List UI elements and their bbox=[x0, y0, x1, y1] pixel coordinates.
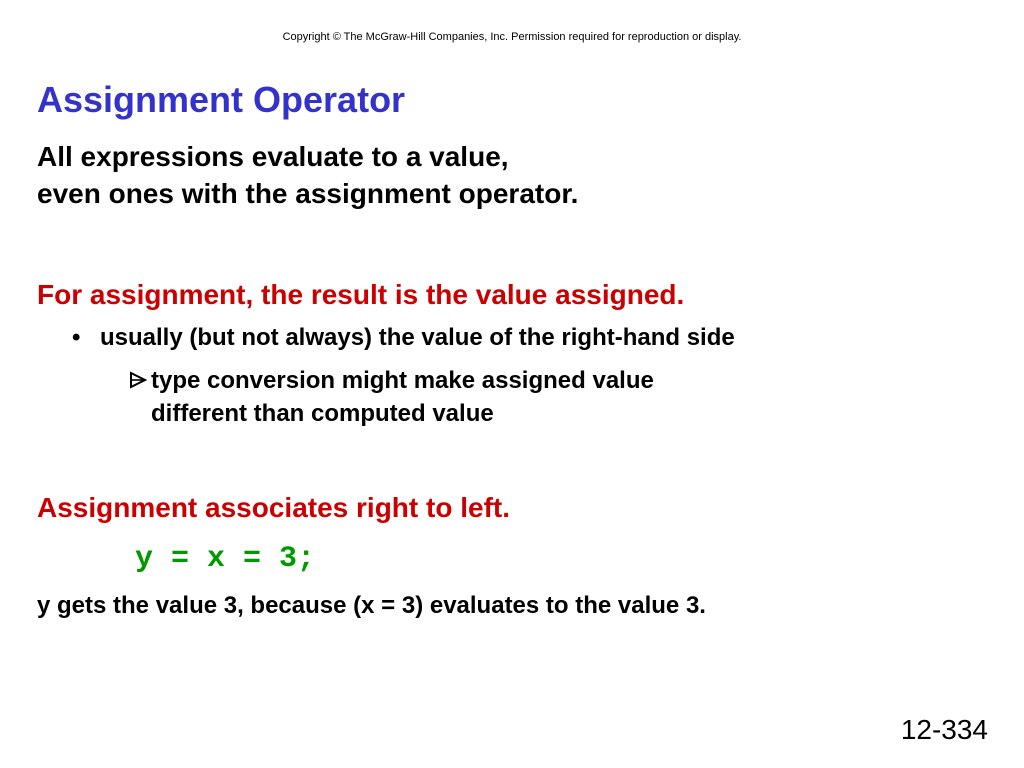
copyright-notice: Copyright © The McGraw-Hill Companies, Inc. Permission required for reproduction or display. bbox=[282, 31, 742, 43]
sub-bullet-item bbox=[129, 364, 654, 430]
bullet-text: usually (but not always) the value of the right-hand side bbox=[100, 324, 735, 351]
code-example: y = x = 3; bbox=[135, 542, 316, 576]
slide-number: 12-334 bbox=[900, 714, 988, 745]
sub-bullet-line-1: type conversion might make assigned value bbox=[151, 367, 654, 394]
intro-line-2: even ones with the assignment operator. bbox=[37, 178, 579, 209]
slide-title: Assignment Operator bbox=[37, 79, 406, 120]
bullet-item bbox=[72, 322, 735, 354]
associativity-heading: Assignment associates right to left. bbox=[37, 492, 510, 523]
sub-bullet-line-2: different than computed value bbox=[151, 400, 494, 427]
bullet-dot-icon: • bbox=[72, 324, 81, 351]
arrow-right-icon bbox=[129, 371, 147, 389]
result-heading: For assignment, the result is the value assigned. bbox=[37, 279, 685, 310]
intro-line-1: All expressions evaluate to a value, bbox=[37, 141, 509, 172]
explanation-text: y gets the value 3, because (x = 3) evaluates to the value 3. bbox=[37, 592, 706, 619]
